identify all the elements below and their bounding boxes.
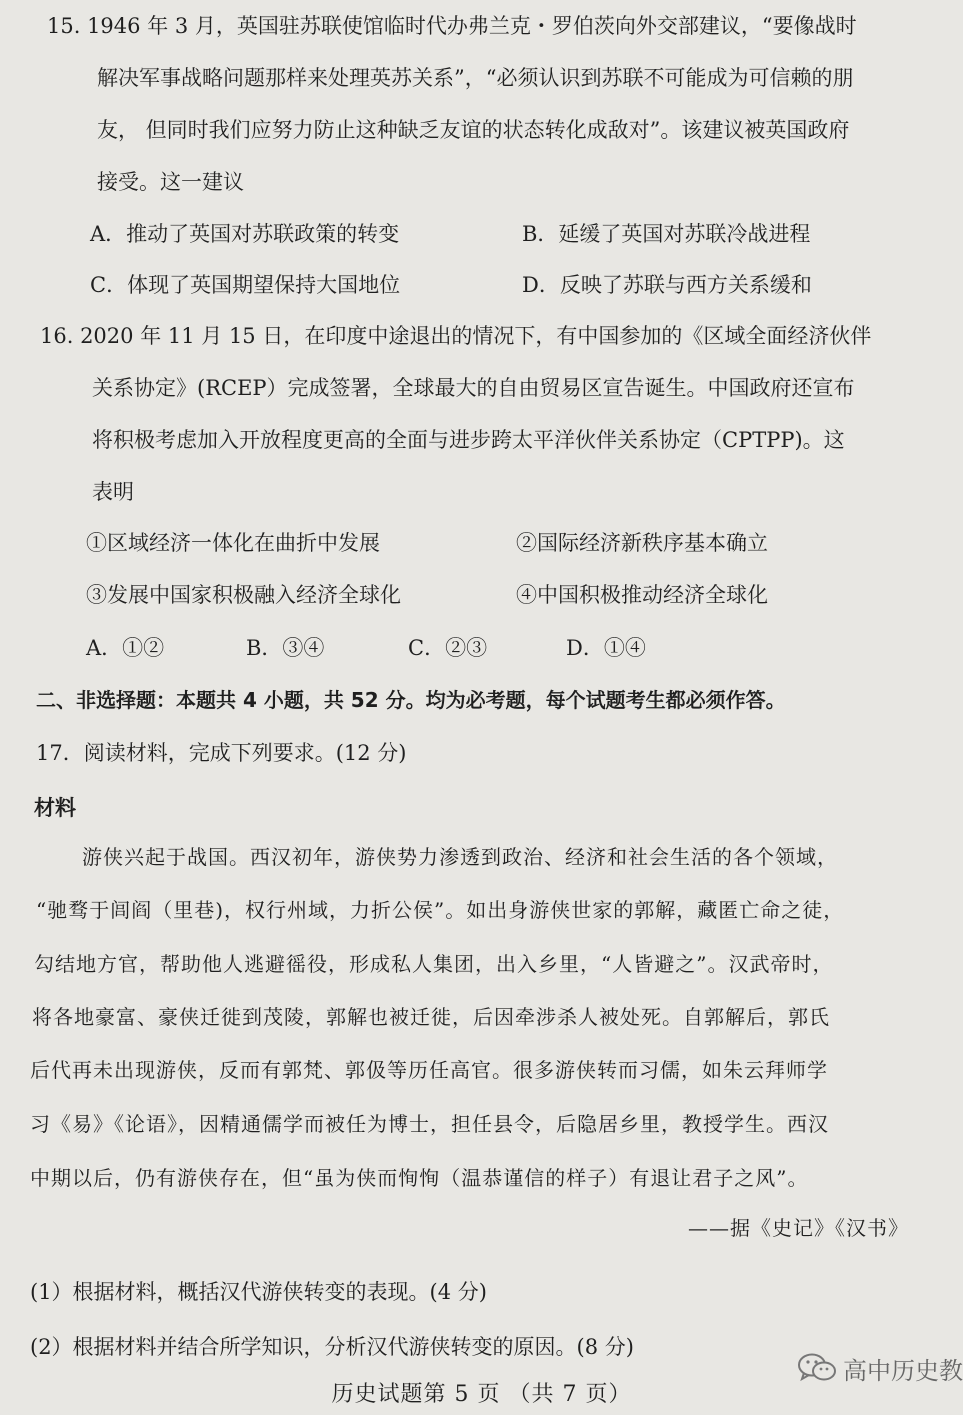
q16-statement-2: ②国际经济新秩序基本确立 (516, 531, 768, 555)
q16-line-2: 关系协定》(RCEP）完成签署，全球最大的自由贸易区宣告诞生。中国政府还宣布 (92, 376, 855, 400)
watermark (797, 1350, 963, 1386)
q16-option-d: D．①④ (566, 636, 646, 660)
material-line-7: 中期以后，仍有游侠存在，但“虽为侠而恂恂（温恭谨信的样子）有退让君子之风”。 (30, 1166, 809, 1190)
material-line-4: 将各地豪富、豪侠迁徙到茂陵，郭解也被迁徙，后因牵涉杀人被处死。自郭解后，郭氏 (32, 1005, 830, 1029)
page-footer: 历史试题第 5 页 （共 7 页） (331, 1382, 632, 1407)
q15-line-3: 友， 但同时我们应努力防止这种缺乏友谊的状态转化成敌对”。该建议被英国政府 (97, 118, 850, 142)
q15-line-4: 接受。这一建议 (97, 170, 244, 194)
q16-statement-1: ①区域经济一体化在曲折中发展 (86, 531, 380, 555)
q15-line-2: 解决军事战略问题那样来处理英苏关系”，“必须认识到苏联不可能成为可信赖的朋 (97, 66, 854, 90)
material-label: 材料 (34, 796, 76, 820)
material-source: ——据《史记》《汉书》 (688, 1216, 909, 1240)
material-line-6: 习《易》《论语》，因精通儒学而被任为博士，担任县令，后隐居乡里，教授学生。西汉 (30, 1112, 829, 1136)
material-line-2: “驰骛于闾阎（里巷)，权行州域，力折公侯”。如出身游侠世家的郭解，藏匿亡命之徒， (36, 898, 845, 922)
q15-line-1: 15. 1946 年 3 月，英国驻苏联使馆临时代办弗兰克・罗伯茨向外交部建议，“要像战时 (47, 14, 857, 38)
q16-line-4: 表明 (92, 480, 134, 504)
section-two-heading: 二、非选择题：本题共 4 小题，共 52 分。均为必考题，每个试题考生都必须作答。 (36, 688, 786, 712)
q16-statement-4: ④中国积极推动经济全球化 (516, 583, 768, 607)
q15-option-c: C．体现了英国期望保持大国地位 (90, 273, 401, 297)
q16-statement-3: ③发展中国家积极融入经济全球化 (86, 583, 401, 607)
q16-line-3: 将积极考虑加入开放程度更高的全面与进步跨太平洋伙伴关系协定（CPTPP)。这 (92, 428, 845, 452)
material-line-1: 游侠兴起于战国。西汉初年，游侠势力渗透到政治、经济和社会生活的各个领域， (82, 845, 838, 869)
wechat-icon (797, 1352, 837, 1384)
q16-line-1: 16. 2020 年 11 月 15 日，在印度中途退出的情况下，有中国参加的《区域全面经济伙伴 (40, 324, 872, 348)
material-line-3: 勾结地方官，帮助他人逃避徭役，形成私人集团，出入乡里，“人皆避之”。汉武帝时， (34, 952, 834, 976)
q16-option-c: C．②③ (408, 636, 488, 660)
q15-option-a: A．推动了英国对苏联政策的转变 (90, 222, 400, 246)
q17-part-1: (1）根据材料，概括汉代游侠转变的表现。(4 分) (30, 1280, 487, 1304)
q15-option-d: D．反映了苏联与西方关系缓和 (522, 273, 812, 297)
q16-option-b: B．③④ (246, 636, 325, 660)
q16-option-a: A．①② (86, 636, 165, 660)
q17-part-2: (2）根据材料并结合所学知识，分析汉代游侠转变的原因。(8 分) (30, 1335, 634, 1359)
watermark-text: 高中历史教 (843, 1356, 963, 1385)
q17-title: 17．阅读材料，完成下列要求。(12 分) (36, 741, 407, 765)
q15-option-b: B．延缓了英国对苏联冷战进程 (522, 222, 811, 246)
material-line-5: 后代再未出现游侠，反而有郭梵、郭伋等历任高官。很多游侠转而习儒，如朱云拜师学 (30, 1058, 828, 1082)
